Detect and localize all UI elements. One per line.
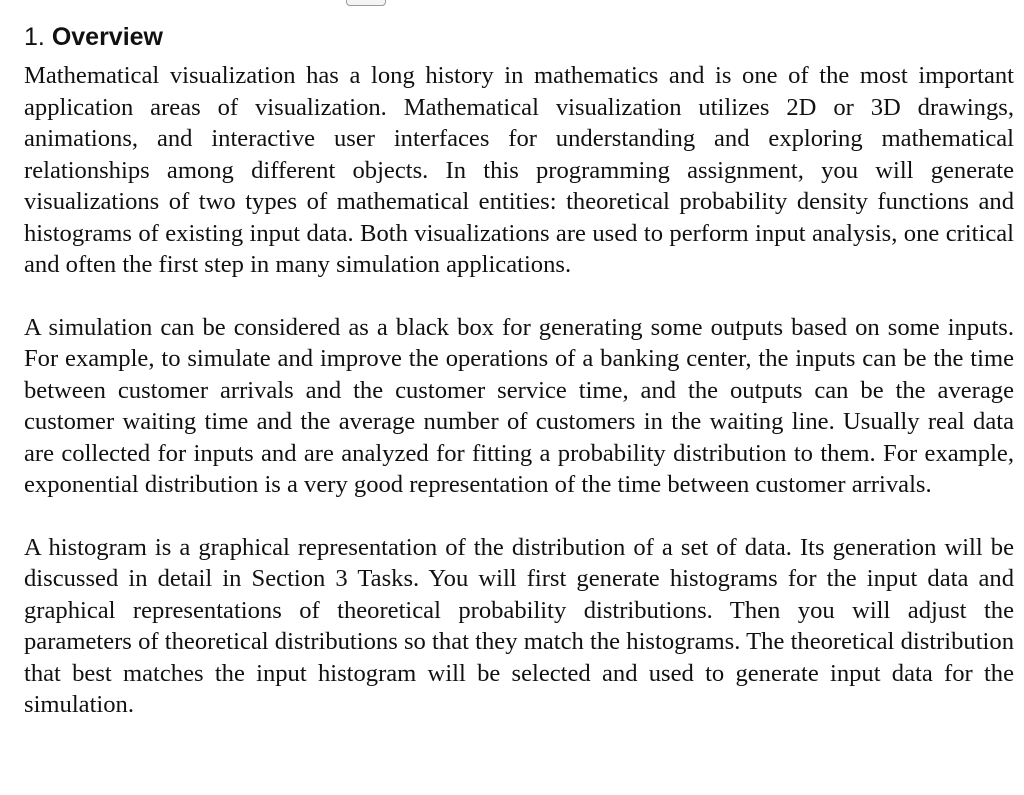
section-title: Overview bbox=[51, 23, 163, 51]
paragraph-overview: Mathematical visualization has a long history in mathematics and is one of the most important application areas of visualization. Mathematical visualization utilizes 2D or 3D drawings, animations, and interactive user interfaces for understanding and exploring mathematical relationships among different objects. In this programming assignment, you will generate visualizations of two types of mathematical entities: theoretical probability density functions and histograms of existing input data. Both visualizations are used to perform input analysis, one critical and often the first step in many simulation applications. bbox=[24, 62, 1014, 278]
paragraph-simulation: A simulation can be considered as a black box for generating some outputs based on some inputs. For example, to simulate and improve the operations of a banking center, the inputs can be the time between customer arrivals and the customer service time, and the outputs can be the average customer waiting time and the average number of customers in the waiting line. Usually real data are collected for inputs and are analyzed for fitting a probability distribution to them. For example, exponential distribution is a very good representation of the time between customer arrivals. bbox=[24, 313, 1014, 498]
paragraph-histogram: A histogram is a graphical representation of the distribution of a set of data. Its generation will be discussed in detail in Section 3 Tasks. You will first generate histograms for the input data and graphical representations of theoretical probability distributions. Then you will adjust the parameters of theoretical distributions so that they match the histograms. The theoretical distribution that best matches the input histogram will be selected and used to generate input data for the simulation. bbox=[24, 533, 1014, 718]
section-number: 1. bbox=[24, 23, 45, 51]
document-page bbox=[24, 0, 1014, 721]
section-heading bbox=[24, 0, 1014, 52]
